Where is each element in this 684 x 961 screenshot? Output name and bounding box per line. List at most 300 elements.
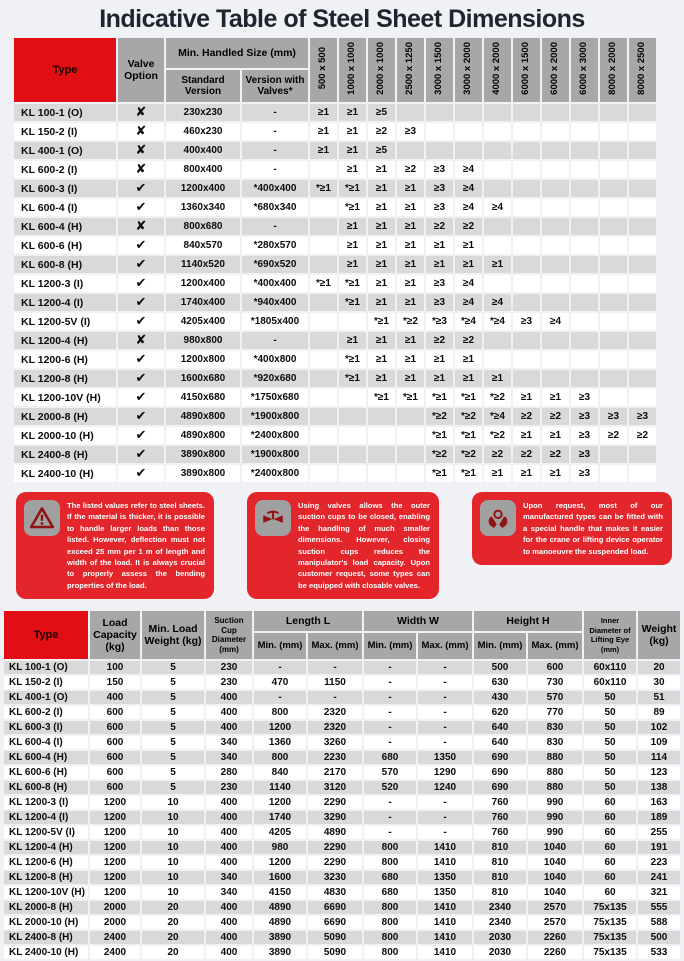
spec-value-cell: 400 bbox=[206, 946, 252, 959]
sheet-quantity-cell: ≥3 bbox=[426, 161, 453, 178]
specs-table-body bbox=[4, 661, 680, 959]
sheet-quantity-cell: ≥2 bbox=[455, 332, 482, 349]
sheet-quantity-cell bbox=[339, 427, 366, 444]
dimensions-table-body bbox=[14, 104, 656, 482]
sheet-quantity-cell: ≥2 bbox=[542, 446, 569, 463]
sheet-quantity-cell bbox=[600, 389, 627, 406]
spec-value-cell: 75x135 bbox=[584, 931, 636, 944]
spec-value-cell: 830 bbox=[528, 721, 582, 734]
spec-value-cell: 1290 bbox=[418, 766, 472, 779]
spec-value-cell: 50 bbox=[584, 706, 636, 719]
sheet-quantity-cell: ≥1 bbox=[310, 142, 337, 159]
suction-cup-diameter-header: Suction Cup Diameter (mm) bbox=[206, 611, 252, 659]
sheet-quantity-cell: *≥1 bbox=[310, 275, 337, 292]
spec-value-cell: 1350 bbox=[418, 871, 472, 884]
sheet-quantity-cell bbox=[397, 104, 424, 121]
sheet-quantity-cell: ≥3 bbox=[513, 313, 540, 330]
spec-value-cell: 1410 bbox=[418, 841, 472, 854]
valves-version-size-cell: - bbox=[242, 142, 308, 159]
sheet-quantity-cell: *≥1 bbox=[368, 313, 395, 330]
sheet-quantity-cell bbox=[629, 275, 656, 292]
spec-value-cell: 138 bbox=[638, 781, 680, 794]
sheet-quantity-cell bbox=[629, 123, 656, 140]
valve-option-mark: ✔ bbox=[118, 370, 164, 387]
sheet-quantity-cell bbox=[600, 256, 627, 273]
sheet-quantity-cell bbox=[629, 313, 656, 330]
sheet-quantity-cell: ≥1 bbox=[484, 465, 511, 482]
spec-row bbox=[4, 856, 680, 869]
valve-option-mark: ✘ bbox=[118, 123, 164, 140]
spec-value-cell: 4150 bbox=[254, 886, 306, 899]
sheet-quantity-cell: ≥1 bbox=[426, 351, 453, 368]
type-cell: KL 2400-10 (H) bbox=[14, 465, 116, 482]
spec-value-cell: - bbox=[364, 691, 416, 704]
spec-value-cell: 2260 bbox=[528, 946, 582, 959]
type-cell: KL 2000-10 (H) bbox=[14, 427, 116, 444]
spec-value-cell: 3230 bbox=[308, 871, 362, 884]
sheet-quantity-cell: ≥1 bbox=[455, 256, 482, 273]
sheet-quantity-cell: *≥2 bbox=[484, 389, 511, 406]
valves-version-size-cell: - bbox=[242, 332, 308, 349]
spec-value-cell: 230 bbox=[206, 676, 252, 689]
spec-value-cell: 89 bbox=[638, 706, 680, 719]
spec-value-cell: 1200 bbox=[90, 841, 140, 854]
sheet-quantity-cell: ≥1 bbox=[397, 237, 424, 254]
type-cell: KL 1200-8 (H) bbox=[14, 370, 116, 387]
type-cell: KL 600-4 (I) bbox=[14, 199, 116, 216]
standard-size-cell: 840x570 bbox=[166, 237, 240, 254]
spec-value-cell: - bbox=[364, 706, 416, 719]
sheet-quantity-cell bbox=[310, 427, 337, 444]
sheet-quantity-cell: ≥1 bbox=[368, 275, 395, 292]
valves-version-size-cell: *680x340 bbox=[242, 199, 308, 216]
type-cell: KL 1200-6 (H) bbox=[14, 351, 116, 368]
valve-option-mark: ✔ bbox=[118, 199, 164, 216]
sheet-quantity-cell bbox=[484, 180, 511, 197]
type-cell: KL 600-6 (H) bbox=[14, 237, 116, 254]
type-cell: KL 600-2 (I) bbox=[4, 706, 88, 719]
sheet-quantity-cell: ≥2 bbox=[513, 446, 540, 463]
type-cell: KL 2400-8 (H) bbox=[14, 446, 116, 463]
sheet-quantity-cell bbox=[600, 294, 627, 311]
sheet-quantity-cell: ≥1 bbox=[368, 351, 395, 368]
spec-value-cell: 810 bbox=[474, 886, 526, 899]
sheet-quantity-cell: ≥1 bbox=[339, 237, 366, 254]
sheet-quantity-cell: ≥1 bbox=[513, 427, 540, 444]
spec-value-cell: - bbox=[418, 706, 472, 719]
sheet-quantity-cell bbox=[629, 370, 656, 387]
sheet-quantity-cell bbox=[600, 199, 627, 216]
standard-size-cell: 1740x400 bbox=[166, 294, 240, 311]
sheet-quantity-cell: ≥2 bbox=[426, 332, 453, 349]
dimension-row bbox=[14, 313, 656, 330]
sheet-quantity-cell: ≥1 bbox=[513, 389, 540, 406]
valve-option-mark: ✔ bbox=[118, 275, 164, 292]
spec-value-cell: 20 bbox=[142, 901, 204, 914]
load-capacity-header: Load Capacity (kg) bbox=[90, 611, 140, 659]
dimension-row bbox=[14, 294, 656, 311]
spec-value-cell: 3290 bbox=[308, 811, 362, 824]
sheet-quantity-cell: *≥4 bbox=[484, 408, 511, 425]
sheet-quantity-cell bbox=[571, 294, 598, 311]
spec-value-cell: 5090 bbox=[308, 946, 362, 959]
sheet-quantity-cell: ≥1 bbox=[397, 332, 424, 349]
spec-value-cell: - bbox=[418, 676, 472, 689]
spec-value-cell: 1350 bbox=[418, 886, 472, 899]
sheet-quantity-cell: ≥4 bbox=[455, 294, 482, 311]
sheet-quantity-cell: ≥4 bbox=[455, 199, 482, 216]
spec-value-cell: - bbox=[364, 721, 416, 734]
type-cell: KL 600-2 (I) bbox=[14, 161, 116, 178]
spec-value-cell: 1740 bbox=[254, 811, 306, 824]
spec-value-cell: 588 bbox=[638, 916, 680, 929]
sheet-quantity-cell: ≥1 bbox=[542, 465, 569, 482]
valve-option-mark: ✘ bbox=[118, 104, 164, 121]
type-column-header: Type bbox=[14, 38, 116, 102]
sheet-quantity-cell bbox=[571, 104, 598, 121]
sheet-quantity-cell: ≥1 bbox=[310, 123, 337, 140]
size-column-header: 8000 x 2500 bbox=[629, 38, 656, 102]
sheet-quantity-cell: ≥3 bbox=[397, 123, 424, 140]
spec-value-cell: - bbox=[418, 691, 472, 704]
spec-value-cell: 2170 bbox=[308, 766, 362, 779]
sheet-quantity-cell bbox=[542, 104, 569, 121]
sheet-quantity-cell: *≥3 bbox=[426, 313, 453, 330]
spec-value-cell: 191 bbox=[638, 841, 680, 854]
valves-version-size-cell: *920x680 bbox=[242, 370, 308, 387]
valves-version-size-cell: *940x400 bbox=[242, 294, 308, 311]
valve-option-mark: ✘ bbox=[118, 161, 164, 178]
sheet-quantity-cell bbox=[513, 123, 540, 140]
spec-row bbox=[4, 901, 680, 914]
spec-value-cell: 241 bbox=[638, 871, 680, 884]
type-cell: KL 2000-10 (H) bbox=[4, 916, 88, 929]
spec-row bbox=[4, 916, 680, 929]
valve-option-mark: ✘ bbox=[118, 332, 164, 349]
sheet-quantity-cell: ≥5 bbox=[368, 104, 395, 121]
valve-option-mark: ✔ bbox=[118, 180, 164, 197]
spec-value-cell: 10 bbox=[142, 811, 204, 824]
spec-value-cell: 400 bbox=[206, 841, 252, 854]
sheet-quantity-cell: *≥4 bbox=[484, 313, 511, 330]
sheet-quantity-cell bbox=[484, 142, 511, 159]
sheet-quantity-cell bbox=[455, 104, 482, 121]
sheet-quantity-cell: ≥1 bbox=[368, 180, 395, 197]
sheet-quantity-cell: ≥2 bbox=[600, 427, 627, 444]
sheet-quantity-cell bbox=[339, 446, 366, 463]
sheet-quantity-cell bbox=[310, 351, 337, 368]
valves-version-size-cell: *1750x680 bbox=[242, 389, 308, 406]
type-cell: KL 600-4 (H) bbox=[4, 751, 88, 764]
type-cell: KL 600-8 (H) bbox=[4, 781, 88, 794]
spec-value-cell: 3120 bbox=[308, 781, 362, 794]
spec-value-cell: 60 bbox=[584, 856, 636, 869]
spec-value-cell: 2230 bbox=[308, 751, 362, 764]
size-column-header: 3000 x 2000 bbox=[455, 38, 482, 102]
sheet-quantity-cell bbox=[571, 351, 598, 368]
sheet-quantity-cell bbox=[600, 332, 627, 349]
standard-size-cell: 800x680 bbox=[166, 218, 240, 235]
spec-value-cell: 810 bbox=[474, 841, 526, 854]
standard-size-cell: 1360x340 bbox=[166, 199, 240, 216]
sheet-quantity-cell: ≥1 bbox=[339, 142, 366, 159]
valves-version-size-cell: *400x400 bbox=[242, 275, 308, 292]
spec-value-cell: 2290 bbox=[308, 841, 362, 854]
spec-row bbox=[4, 676, 680, 689]
sheet-quantity-cell bbox=[542, 370, 569, 387]
spec-value-cell: 123 bbox=[638, 766, 680, 779]
dimension-row bbox=[14, 199, 656, 216]
sheet-quantity-cell bbox=[455, 123, 482, 140]
valve-option-mark: ✔ bbox=[118, 465, 164, 482]
note-steel-sheets bbox=[16, 492, 214, 599]
type-cell: KL 1200-6 (H) bbox=[4, 856, 88, 869]
spec-value-cell: 10 bbox=[142, 871, 204, 884]
spec-value-cell: 990 bbox=[528, 796, 582, 809]
spec-row bbox=[4, 661, 680, 674]
spec-value-cell: 690 bbox=[474, 781, 526, 794]
sheet-quantity-cell: ≥4 bbox=[484, 294, 511, 311]
sheet-quantity-cell: ≥1 bbox=[455, 370, 482, 387]
spec-value-cell: 400 bbox=[206, 916, 252, 929]
type-cell: KL 2000-8 (H) bbox=[14, 408, 116, 425]
standard-size-cell: 230x230 bbox=[166, 104, 240, 121]
spec-value-cell: 1200 bbox=[90, 856, 140, 869]
sheet-quantity-cell bbox=[368, 446, 395, 463]
sheet-quantity-cell: *≥2 bbox=[455, 408, 482, 425]
sheet-quantity-cell bbox=[571, 180, 598, 197]
sheet-quantity-cell bbox=[397, 465, 424, 482]
spec-value-cell: 5 bbox=[142, 661, 204, 674]
sheet-quantity-cell bbox=[571, 161, 598, 178]
sheet-quantity-cell bbox=[513, 370, 540, 387]
type-column-header: Type bbox=[4, 611, 88, 659]
sheet-quantity-cell: ≥1 bbox=[397, 294, 424, 311]
size-column-header: 2500 x 1250 bbox=[397, 38, 424, 102]
type-cell: KL 1200-3 (I) bbox=[14, 275, 116, 292]
spec-value-cell: 640 bbox=[474, 721, 526, 734]
sheet-quantity-cell bbox=[629, 199, 656, 216]
sheet-quantity-cell: ≥3 bbox=[426, 275, 453, 292]
standard-size-cell: 3890x800 bbox=[166, 465, 240, 482]
sheet-quantity-cell: ≥1 bbox=[397, 256, 424, 273]
sheet-quantity-cell bbox=[629, 332, 656, 349]
spec-value-cell: 60x110 bbox=[584, 676, 636, 689]
sheet-quantity-cell: ≥3 bbox=[571, 465, 598, 482]
dimensions-table bbox=[12, 36, 658, 484]
dimension-row bbox=[14, 104, 656, 121]
standard-size-cell: 980x800 bbox=[166, 332, 240, 349]
valve-option-mark: ✔ bbox=[118, 389, 164, 406]
spec-value-cell: 230 bbox=[206, 781, 252, 794]
spec-value-cell: 470 bbox=[254, 676, 306, 689]
spec-row bbox=[4, 781, 680, 794]
valve-option-mark: ✔ bbox=[118, 256, 164, 273]
spec-value-cell: 340 bbox=[206, 871, 252, 884]
spec-value-cell: 430 bbox=[474, 691, 526, 704]
size-column-header: 6000 x 1500 bbox=[513, 38, 540, 102]
spec-value-cell: - bbox=[418, 826, 472, 839]
note-text: Using valves allows the outer suction cups to be closed, enabling the handling of much smaller dimensions. However, closing suction cups reduces the manipulator's load capacity. Upon customer request, some types can be equipped with closable valves. bbox=[298, 501, 430, 590]
dimension-row bbox=[14, 389, 656, 406]
valve-option-mark: ✔ bbox=[118, 237, 164, 254]
spec-value-cell: 680 bbox=[364, 871, 416, 884]
spec-value-cell: 223 bbox=[638, 856, 680, 869]
sheet-quantity-cell bbox=[571, 237, 598, 254]
spec-value-cell: 555 bbox=[638, 901, 680, 914]
type-cell: KL 600-4 (H) bbox=[14, 218, 116, 235]
sheet-quantity-cell: ≥2 bbox=[397, 161, 424, 178]
spec-value-cell: 400 bbox=[90, 691, 140, 704]
length-max-header: Max. (mm) bbox=[308, 633, 362, 659]
sheet-quantity-cell: *≥1 bbox=[339, 370, 366, 387]
size-column-header: 6000 x 3000 bbox=[571, 38, 598, 102]
dimension-row bbox=[14, 180, 656, 197]
spec-value-cell: 340 bbox=[206, 886, 252, 899]
sheet-quantity-cell bbox=[310, 161, 337, 178]
spec-value-cell: 800 bbox=[364, 931, 416, 944]
spec-value-cell: - bbox=[254, 661, 306, 674]
standard-size-cell: 1140x520 bbox=[166, 256, 240, 273]
spec-row bbox=[4, 691, 680, 704]
sheet-quantity-cell bbox=[310, 370, 337, 387]
note-text: Upon request, most of our manufactured types can be fitted with a special handle that makes it easier for the crane or lifting device operator to manoeuvre the suspended load. bbox=[523, 501, 663, 556]
spec-value-cell: 2400 bbox=[90, 946, 140, 959]
spec-value-cell: 880 bbox=[528, 766, 582, 779]
spec-value-cell: 50 bbox=[584, 751, 636, 764]
spec-value-cell: 75x135 bbox=[584, 901, 636, 914]
valves-version-size-cell: *400x400 bbox=[242, 180, 308, 197]
spec-value-cell: - bbox=[364, 661, 416, 674]
sheet-quantity-cell bbox=[513, 351, 540, 368]
spec-value-cell: 114 bbox=[638, 751, 680, 764]
notes-section bbox=[0, 484, 684, 599]
valve-option-mark: ✔ bbox=[118, 351, 164, 368]
specs-table bbox=[2, 609, 682, 961]
sheet-quantity-cell: *≥1 bbox=[339, 180, 366, 197]
standard-size-cell: 800x400 bbox=[166, 161, 240, 178]
sheet-quantity-cell: ≥3 bbox=[571, 446, 598, 463]
sheet-quantity-cell bbox=[600, 142, 627, 159]
spec-value-cell: 4890 bbox=[254, 916, 306, 929]
sheet-quantity-cell: ≥1 bbox=[368, 237, 395, 254]
spec-value-cell: 620 bbox=[474, 706, 526, 719]
valve-option-mark: ✔ bbox=[118, 313, 164, 330]
spec-value-cell: 1350 bbox=[418, 751, 472, 764]
spec-value-cell: 2000 bbox=[90, 901, 140, 914]
spec-value-cell: 1150 bbox=[308, 676, 362, 689]
sheet-quantity-cell bbox=[542, 351, 569, 368]
dimension-row bbox=[14, 237, 656, 254]
sheet-quantity-cell bbox=[513, 180, 540, 197]
spec-value-cell: 770 bbox=[528, 706, 582, 719]
warning-triangle-icon bbox=[24, 500, 60, 536]
spec-value-cell: 5 bbox=[142, 706, 204, 719]
sheet-quantity-cell bbox=[629, 446, 656, 463]
valves-version-size-cell: *2400x800 bbox=[242, 427, 308, 444]
sheet-quantity-cell bbox=[397, 142, 424, 159]
spec-row bbox=[4, 736, 680, 749]
spec-value-cell: 50 bbox=[584, 721, 636, 734]
spec-value-cell: 1360 bbox=[254, 736, 306, 749]
spec-value-cell: 10 bbox=[142, 886, 204, 899]
sheet-quantity-cell bbox=[542, 180, 569, 197]
spec-value-cell: 2320 bbox=[308, 706, 362, 719]
spec-row bbox=[4, 766, 680, 779]
spec-value-cell: 60 bbox=[584, 796, 636, 809]
type-cell: KL 600-3 (I) bbox=[4, 721, 88, 734]
valve-option-mark: ✔ bbox=[118, 294, 164, 311]
spec-value-cell: 5090 bbox=[308, 931, 362, 944]
sheet-quantity-cell: ≥2 bbox=[426, 218, 453, 235]
spec-value-cell: 60 bbox=[584, 841, 636, 854]
sheet-quantity-cell: ≥3 bbox=[426, 199, 453, 216]
sheet-quantity-cell: ≥4 bbox=[455, 275, 482, 292]
sheet-quantity-cell bbox=[571, 142, 598, 159]
sheet-quantity-cell bbox=[629, 104, 656, 121]
sheet-quantity-cell bbox=[397, 408, 424, 425]
sheet-quantity-cell: ≥1 bbox=[426, 237, 453, 254]
spec-value-cell: 75x135 bbox=[584, 916, 636, 929]
spec-value-cell: 10 bbox=[142, 826, 204, 839]
sheet-quantity-cell bbox=[600, 123, 627, 140]
spec-value-cell: 640 bbox=[474, 736, 526, 749]
spec-value-cell: 5 bbox=[142, 781, 204, 794]
sheet-quantity-cell: ≥4 bbox=[455, 180, 482, 197]
sheet-quantity-cell bbox=[600, 218, 627, 235]
spec-value-cell: 1200 bbox=[90, 871, 140, 884]
sheet-quantity-cell bbox=[310, 294, 337, 311]
sheet-quantity-cell: ≥4 bbox=[484, 199, 511, 216]
sheet-quantity-cell bbox=[426, 123, 453, 140]
spec-value-cell: 830 bbox=[528, 736, 582, 749]
sheet-quantity-cell: ≥1 bbox=[397, 199, 424, 216]
spec-value-cell: 690 bbox=[474, 766, 526, 779]
type-cell: KL 2000-8 (H) bbox=[4, 901, 88, 914]
sheet-quantity-cell bbox=[542, 294, 569, 311]
spec-value-cell: 1200 bbox=[90, 886, 140, 899]
dimension-row bbox=[14, 427, 656, 444]
spec-value-cell: 810 bbox=[474, 871, 526, 884]
type-cell: KL 2400-10 (H) bbox=[4, 946, 88, 959]
sheet-quantity-cell bbox=[542, 275, 569, 292]
sheet-quantity-cell bbox=[484, 237, 511, 254]
sheet-quantity-cell: ≥1 bbox=[339, 332, 366, 349]
valve-option-mark: ✘ bbox=[118, 142, 164, 159]
sheet-quantity-cell: ≥1 bbox=[513, 465, 540, 482]
spec-value-cell: 1040 bbox=[528, 886, 582, 899]
size-column-header: 1000 x 1000 bbox=[339, 38, 366, 102]
sheet-quantity-cell: ≥3 bbox=[571, 389, 598, 406]
standard-size-cell: 1200x400 bbox=[166, 275, 240, 292]
spec-value-cell: 5 bbox=[142, 736, 204, 749]
spec-value-cell: 1600 bbox=[254, 871, 306, 884]
spec-value-cell: 1040 bbox=[528, 871, 582, 884]
type-cell: KL 400-1 (O) bbox=[4, 691, 88, 704]
spec-value-cell: 760 bbox=[474, 811, 526, 824]
sheet-quantity-cell: *≥1 bbox=[397, 389, 424, 406]
size-column-header: 6000 x 2000 bbox=[542, 38, 569, 102]
sheet-quantity-cell bbox=[484, 332, 511, 349]
size-column-header: 4000 x 2000 bbox=[484, 38, 511, 102]
sheet-quantity-cell bbox=[600, 313, 627, 330]
type-cell: KL 1200-10V (H) bbox=[4, 886, 88, 899]
sheet-quantity-cell bbox=[339, 389, 366, 406]
sheet-quantity-cell: ≥4 bbox=[542, 313, 569, 330]
sheet-quantity-cell: *≥1 bbox=[339, 199, 366, 216]
sheet-quantity-cell: ≥3 bbox=[571, 427, 598, 444]
sheet-quantity-cell bbox=[339, 465, 366, 482]
